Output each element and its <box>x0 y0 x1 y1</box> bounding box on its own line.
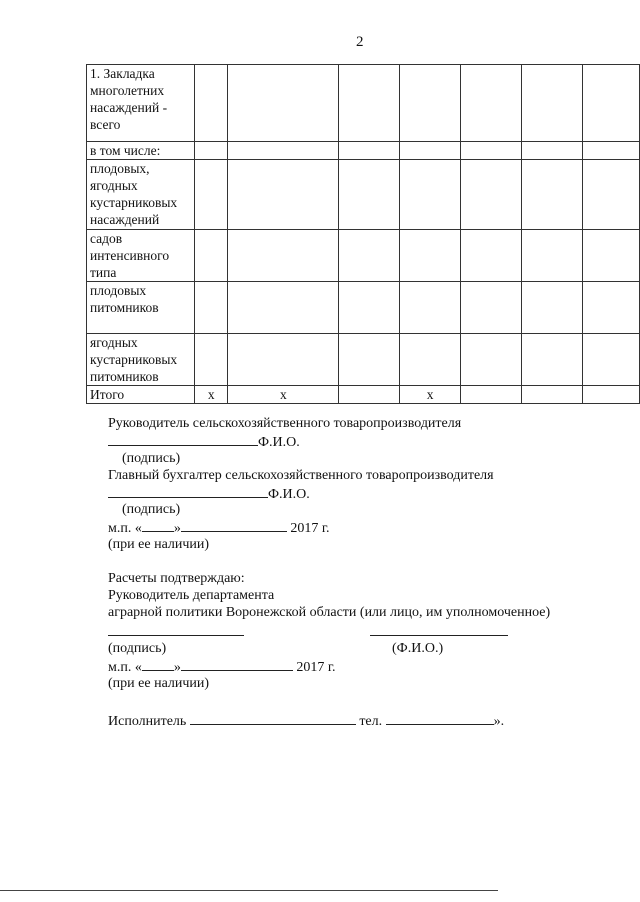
row-label: 1. Закладка многолетних насаждений - всего <box>87 65 195 142</box>
table-row <box>87 282 640 334</box>
table-cell[interactable] <box>339 160 400 230</box>
table-cell[interactable] <box>228 142 339 160</box>
signature-caption: (подпись) <box>122 451 181 466</box>
signature-line <box>108 622 244 636</box>
table-cell[interactable] <box>522 386 583 404</box>
head-title: Руководитель сельскохозяйственного товаропроизводителя <box>108 416 462 431</box>
table-cell[interactable] <box>522 160 583 230</box>
row-label: ягодных кустарниковых питомников <box>87 334 195 386</box>
month-line <box>181 657 293 671</box>
row-label: садов интенсивного типа <box>87 230 195 282</box>
table-cell[interactable]: х <box>399 386 461 404</box>
table-cell[interactable] <box>195 142 228 160</box>
stamp-date-line[interactable]: м.п. « » 2017 г. <box>108 657 336 676</box>
table-cell[interactable] <box>582 282 639 334</box>
table-cell[interactable] <box>461 334 522 386</box>
bottom-rule <box>0 890 498 891</box>
table-cell[interactable]: х <box>228 386 339 404</box>
table-row <box>87 334 640 386</box>
table-cell[interactable] <box>228 334 339 386</box>
table-cell[interactable] <box>399 230 461 282</box>
fio-caption: (Ф.И.О.) <box>392 641 444 656</box>
table-cell[interactable] <box>399 282 461 334</box>
table-cell[interactable] <box>228 282 339 334</box>
stamp-note: (при ее наличии) <box>108 537 210 552</box>
table-cell[interactable] <box>461 386 522 404</box>
table-cell[interactable] <box>582 334 639 386</box>
row-label: в том числе: <box>87 142 195 160</box>
dept-name: аграрной политики Воронежской области (или лицо, им уполномоченное) <box>108 605 551 620</box>
table-row <box>87 230 640 282</box>
table-cell[interactable] <box>195 334 228 386</box>
executor-line[interactable]: Исполнитель тел. ». <box>108 711 504 730</box>
table-cell[interactable] <box>461 142 522 160</box>
phone-label: тел. <box>359 714 383 729</box>
row-label: плодовых, ягодных кустарниковых насаждений <box>87 160 195 230</box>
table-cell[interactable] <box>195 230 228 282</box>
accountant-title: Главный бухгалтер сельскохозяйственного товаропроизводителя <box>108 468 494 483</box>
table-cell[interactable] <box>582 230 639 282</box>
table-row <box>87 142 640 160</box>
table-cell[interactable] <box>399 65 461 142</box>
row-label: Итого <box>87 386 195 404</box>
table-row <box>87 386 640 404</box>
signature-line <box>108 484 268 498</box>
table-cell[interactable] <box>461 65 522 142</box>
table-cell[interactable] <box>522 334 583 386</box>
day-line <box>142 657 174 671</box>
stamp-note: (при ее наличии) <box>108 676 210 691</box>
table-cell[interactable] <box>522 65 583 142</box>
page-number: 2 <box>356 34 364 50</box>
month-line <box>181 518 287 532</box>
table-cell[interactable] <box>522 230 583 282</box>
table-cell[interactable] <box>461 282 522 334</box>
signature-caption: (подпись) <box>122 502 181 517</box>
table-cell[interactable]: х <box>195 386 228 404</box>
table-cell[interactable] <box>228 230 339 282</box>
table-cell[interactable] <box>339 282 400 334</box>
fio-label: Ф.И.О. <box>258 435 300 450</box>
signature-caption: (подпись) <box>108 641 167 656</box>
table-cell[interactable] <box>195 160 228 230</box>
table-cell[interactable] <box>339 65 400 142</box>
table-cell[interactable] <box>339 386 400 404</box>
table-cell[interactable] <box>228 65 339 142</box>
table-cell[interactable] <box>582 65 639 142</box>
table-cell[interactable] <box>582 142 639 160</box>
phone-line <box>386 711 494 725</box>
row-label: плодовых питомников <box>87 282 195 334</box>
table-cell[interactable] <box>522 142 583 160</box>
subsidy-table <box>86 64 640 404</box>
stamp-date-line[interactable]: м.п. « » 2017 г. <box>108 518 330 537</box>
table-row <box>87 65 640 142</box>
table-cell[interactable] <box>339 230 400 282</box>
dept-signature-lines[interactable] <box>108 622 508 641</box>
dept-head-title: Руководитель департамента <box>108 588 275 603</box>
table-cell[interactable] <box>399 160 461 230</box>
head-signature-line[interactable] <box>108 432 300 451</box>
table-cell[interactable] <box>228 160 339 230</box>
confirm-label: Расчеты подтверждаю: <box>108 571 245 586</box>
table-cell[interactable] <box>339 142 400 160</box>
fio-label: Ф.И.О. <box>268 487 310 502</box>
table-cell[interactable] <box>582 160 639 230</box>
table-cell[interactable] <box>399 142 461 160</box>
table-cell[interactable] <box>461 230 522 282</box>
table-row <box>87 160 640 230</box>
table-cell[interactable] <box>339 334 400 386</box>
table-cell[interactable] <box>582 386 639 404</box>
table-cell[interactable] <box>522 282 583 334</box>
executor-label: Исполнитель <box>108 714 187 729</box>
table-cell[interactable] <box>195 282 228 334</box>
fio-line <box>370 622 508 636</box>
table-cell[interactable] <box>195 65 228 142</box>
table-cell[interactable] <box>461 160 522 230</box>
signature-line <box>108 432 258 446</box>
table-cell[interactable] <box>399 334 461 386</box>
executor-name-line <box>190 711 356 725</box>
day-line <box>142 518 174 532</box>
